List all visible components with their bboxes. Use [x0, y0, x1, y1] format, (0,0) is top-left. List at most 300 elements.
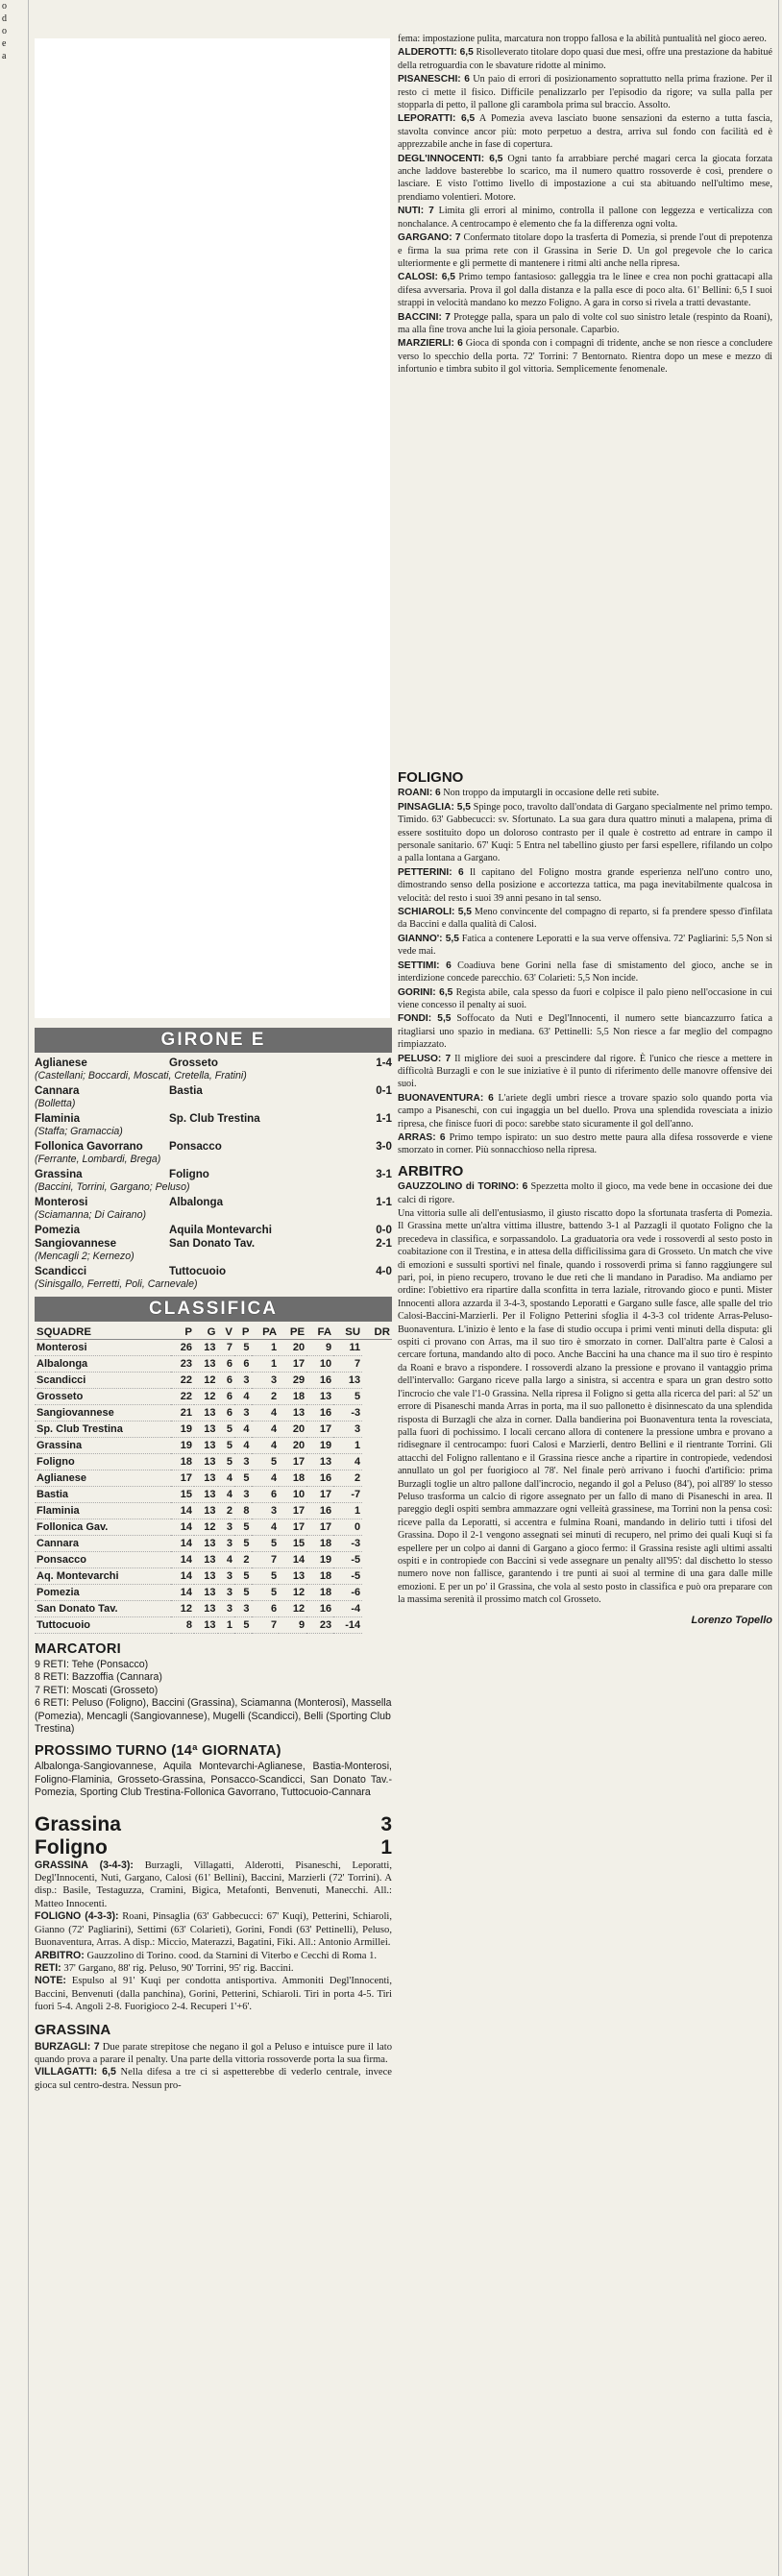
scorer-line: 9 RETI: Tehe (Ponsacco): [35, 1659, 149, 1670]
standings-cell: 6: [218, 1373, 235, 1389]
standings-cell: 4: [218, 1552, 235, 1568]
player-rating: PINSAGLIA: 5,5 Spinge poco, travolto dall'ondata di Gargano specialmente nel primo tempo. Timido. 63' Gabbecucci: sv. Sfortunato. La sua gara dura quattro minuti a malapena, prima di essere sostituito dopo un doloroso contrasto per il quale è costretto ad entrare in campo il personale sanitario. 67' Kuqi: 5 Entra nel tabellino giusto per farsi espellere, rifilando un colpo a palla lontana a Gargano.: [398, 801, 773, 864]
standings-cell: 19: [171, 1422, 195, 1438]
standings-cell: 12: [171, 1601, 195, 1617]
gutter-char: [0, 824, 28, 837]
home-team: Aglianese: [35, 1057, 87, 1069]
standings-cell: 4: [234, 1422, 252, 1438]
standings-cell: 13: [306, 1454, 333, 1470]
standings-cell: 5: [234, 1585, 252, 1601]
gutter-char: [0, 337, 28, 350]
away-team: Albalonga: [169, 1196, 224, 1208]
standings-cell: 23: [306, 1617, 333, 1634]
score: 2-1: [376, 1237, 392, 1250]
standings-cell: 1: [252, 1340, 280, 1356]
standings-cell: 3: [218, 1585, 235, 1601]
gutter-char: [0, 837, 28, 849]
home-team: Scandicci: [35, 1265, 87, 1277]
gutter-char: [0, 1074, 28, 1086]
standings-cell: 14: [171, 1536, 195, 1552]
standings-row: [35, 1617, 392, 1634]
standings-cell: 23: [171, 1356, 195, 1373]
standings-row: [35, 1601, 392, 1617]
gutter-char: [0, 662, 28, 674]
match-results-list: [35, 1057, 392, 1291]
standings-cell: 16: [306, 1601, 333, 1617]
standings-cell: 4: [252, 1438, 280, 1454]
gutter-char: [0, 649, 28, 662]
gutter-char: [0, 1036, 28, 1049]
away-team: Grosseto: [169, 1057, 218, 1069]
standings-table: [35, 1325, 392, 1634]
gutter-char: [0, 312, 28, 325]
gutter-char: [0, 787, 28, 799]
gutter-char: [0, 1086, 28, 1099]
gutter-char: [0, 1049, 28, 1061]
standings-cell: 5: [218, 1454, 235, 1470]
standings-cell: San Donato Tav.: [35, 1601, 171, 1617]
standings-cell: 15: [171, 1487, 195, 1503]
standings-cell: -3: [333, 1536, 362, 1552]
match-row: [35, 1112, 392, 1126]
standings-cell: 6: [218, 1389, 235, 1405]
standings-cell: 17: [279, 1356, 306, 1373]
standings-cell: 2: [252, 1389, 280, 1405]
home-team: Sangiovannese: [35, 1237, 117, 1250]
standings-cell: 29: [279, 1373, 306, 1389]
player-rating: DEGL'INNOCENTI: 6,5 Ogni tanto fa arrabbiare perché magari cerca la giocata forzata anche laddove basterebbe lo scarico, ma il numero quattro rossoverde è così, prendere o lasciare. E visto l'ottimo livello di impostazione a cui sta abituando nell'ultimo mese, prendiamo volentieri. Motore.: [398, 153, 773, 203]
home-team: Grassina: [35, 1168, 83, 1180]
home-team: Follonica Gavorrano: [35, 1140, 143, 1153]
standings-cell: 9: [279, 1617, 306, 1634]
standings-cell: 5: [252, 1585, 280, 1601]
standings-column-header: SQUADRE: [35, 1325, 171, 1340]
standings-cell: 6: [252, 1601, 280, 1617]
player-rating: BUONAVENTURA: 6 L'ariete degli umbri riesce a trovare spazio solo quando porta via campo a Pisaneschi, con cui ingaggia un bel duello. Prova una splendida rovesciata a inizio ripresa, che finisce fuori di poco: sarebbe stato sicuramente il gol dell'anno.: [398, 1092, 772, 1130]
match-row: [35, 1140, 392, 1154]
gutter-char: [0, 75, 28, 87]
standings-cell: 5: [218, 1438, 235, 1454]
standings-cell: 8: [171, 1617, 195, 1634]
standings-cell: 4: [218, 1470, 235, 1487]
standings-header-row: [35, 1325, 392, 1340]
standings-row: [35, 1454, 392, 1470]
standings-cell: 4: [252, 1422, 280, 1438]
standings-cell: 4: [252, 1405, 280, 1422]
gutter-char: [0, 637, 28, 649]
standings-cell: 13: [194, 1552, 218, 1568]
player-rating: BACCINI: 7 Protegge palla, spara un palo di volte col suo sinistro letale (respinto da Roani), ma alla fine trova anche lui la gioia personale. Caparbio.: [398, 311, 772, 335]
away-team: Ponsacco: [169, 1140, 222, 1153]
standings-cell: 22: [171, 1373, 195, 1389]
standings-cell: 17: [306, 1487, 333, 1503]
standings-cell: 3: [218, 1519, 235, 1536]
player-rating: NUTI: 7 Limita gli errori al minimo, controlla il pallone con leggezza e verticalizza con nonchalance. A centrocampo è elemento che fa la differenza ogni volta.: [398, 206, 773, 230]
standings-cell: 5: [252, 1454, 280, 1470]
gutter-char: [0, 862, 28, 874]
home-team: Pomezia: [35, 1224, 81, 1236]
gutter-char: [0, 887, 28, 899]
tabellino-line: FOLIGNO (4-3-3): Roani, Pinsaglia (63' Gabbecucci: 67' Kuqi), Petterini, Schiaroli, Gianno (72' Pagliarini), Settimi (63' Colarieti), Gorini, Fondi (63' Pettinelli), Peluso, Buonaventura, Arras. A disp.: Miccio, Materazzi, Bagatini, Fiki. All.: Antonio Armillei.: [35, 1910, 392, 1949]
match-result-header: [35, 1813, 392, 1859]
standings-cell: 19: [171, 1438, 195, 1454]
gutter-char: [0, 362, 28, 375]
standings-row: [35, 1487, 392, 1503]
standings-cell: 5: [234, 1536, 252, 1552]
prossimo-turno-heading: PROSSIMO TURNO (14ª GIORNATA): [35, 1743, 281, 1760]
standings-cell: 5: [234, 1470, 252, 1487]
standings-cell: 19: [306, 1438, 333, 1454]
standings-cell: 7: [333, 1356, 362, 1373]
standings-cell: 13: [194, 1601, 218, 1617]
match-scorers: (Mencagli 2; Kernezo): [35, 1251, 134, 1262]
standings-cell: 20: [279, 1422, 306, 1438]
standings-cell: 19: [306, 1552, 333, 1568]
standings-row: [35, 1438, 392, 1454]
marcatori-heading: MARCATORI: [35, 1641, 121, 1657]
away-team: Aquila Montevarchi: [169, 1224, 272, 1236]
scorer-line: 8 RETI: Bazzoffia (Cannara): [35, 1671, 162, 1684]
standings-cell: 18: [279, 1389, 306, 1405]
standings-cell: 6: [252, 1487, 280, 1503]
gutter-char: [0, 799, 28, 812]
standings-cell: 7: [252, 1617, 280, 1634]
byline: Lorenzo Topello: [691, 1614, 772, 1626]
standings-cell: -4: [333, 1601, 362, 1617]
gutter-char: [0, 275, 28, 287]
standings-cell: 14: [171, 1552, 195, 1568]
standings-row: [35, 1568, 392, 1585]
score: 1-1: [376, 1112, 392, 1125]
gutter-char: [0, 375, 28, 387]
gutter-char: [0, 974, 28, 986]
standings-cell: Follonica Gav.: [35, 1519, 171, 1536]
standings-cell: 16: [306, 1373, 333, 1389]
standings-cell: 13: [194, 1617, 218, 1634]
standings-cell: 5: [234, 1617, 252, 1634]
gutter-char: [0, 549, 28, 562]
standings-cell: Cannara: [35, 1536, 171, 1552]
standings-cell: 3: [234, 1454, 252, 1470]
away-team: Bastia: [169, 1084, 203, 1097]
gutter-char: [0, 400, 28, 412]
standings-row: [35, 1356, 392, 1373]
gutter-char: [0, 125, 28, 137]
home-team: Cannara: [35, 1084, 80, 1097]
standings-cell: 13: [306, 1389, 333, 1405]
standings-cell: 14: [171, 1585, 195, 1601]
gutter-char: [0, 712, 28, 724]
standings-cell: 3: [252, 1373, 280, 1389]
standings-cell: 3: [252, 1503, 280, 1519]
gutter-char: [0, 587, 28, 599]
player-rating: FONDI: 5,5 Soffocato da Nuti e Degl'Innocenti, il numero sette biancazzurro fatica a ritagliarsi uno spazio in mediana. 63' Pettinelli: 5,5 Non riesce a far meglio del compagno rimpiazzato.: [398, 1013, 772, 1051]
standings-column-header: G: [194, 1325, 218, 1340]
standings-cell: 17: [279, 1503, 306, 1519]
standings-cell: 17: [306, 1422, 333, 1438]
gutter-char: [0, 899, 28, 911]
standings-cell: 17: [279, 1454, 306, 1470]
standings-cell: -3: [333, 1405, 362, 1422]
scorers-list: [35, 1659, 392, 1736]
gutter-char: [0, 812, 28, 824]
gutter-char: a: [2, 51, 7, 61]
right-edge-column: [778, 0, 782, 2576]
standings-cell: Flaminia: [35, 1503, 171, 1519]
standings-row: [35, 1470, 392, 1487]
standings-cell: 13: [279, 1568, 306, 1585]
gutter-char: [0, 1061, 28, 1074]
standings-cell: 18: [306, 1585, 333, 1601]
standings-cell: 7: [252, 1552, 280, 1568]
score: 0-1: [376, 1084, 392, 1097]
gutter-char: [0, 474, 28, 487]
score: 3-1: [376, 1168, 392, 1180]
standings-cell: 13: [333, 1373, 362, 1389]
standings-row: [35, 1389, 392, 1405]
gutter-char: o: [2, 1, 7, 12]
gutter-char: [0, 562, 28, 574]
standings-cell: 13: [194, 1585, 218, 1601]
gutter-char: [0, 961, 28, 974]
standings-cell: -5: [333, 1552, 362, 1568]
tabellino-line: GRASSINA (3-4-3): Burzagli, Villagatti, Alderotti, Pisaneschi, Leporatti, Degl'Innocenti, Nuti, Gargano, Calosi (61' Bellini), Baccini, Marzierli (72' Torrini). A disp.: Basile, Testaguzza, Cramini, Bigica, Metafonti, Benvenuti, Manecchi. All.: Matteo Innocenti.: [35, 1859, 392, 1909]
foligno-heading: FOLIGNO: [398, 769, 464, 786]
gutter-char: [0, 287, 28, 300]
standings-cell: 10: [279, 1487, 306, 1503]
standings-cell: 14: [279, 1552, 306, 1568]
standings-cell: -6: [333, 1585, 362, 1601]
score: 1-1: [376, 1196, 392, 1208]
standings-cell: 2: [218, 1503, 235, 1519]
home-team: Flaminia: [35, 1112, 81, 1125]
standings-cell: 3: [218, 1601, 235, 1617]
gutter-char: [0, 462, 28, 474]
match-row: [35, 1084, 392, 1098]
standings-cell: 4: [252, 1470, 280, 1487]
player-rating: GORINI: 6,5 Regista abile, cala spesso da fuori e colpisce il palo pieno nell'occasione in cui viene concesso il penalty ai suoi.: [398, 986, 772, 1010]
standings-cell: 5: [234, 1340, 252, 1356]
gutter-char: [0, 512, 28, 524]
away-team: Foligno: [169, 1168, 209, 1180]
standings-row: [35, 1405, 392, 1422]
standings-cell: 13: [194, 1340, 218, 1356]
standings-cell: Grassina: [35, 1438, 171, 1454]
grassina-ratings: [35, 2041, 392, 2093]
standings-cell: 3: [218, 1568, 235, 1585]
gutter-char: [0, 212, 28, 225]
standings-row: [35, 1536, 392, 1552]
gutter-char: [0, 599, 28, 612]
standings-cell: 16: [306, 1503, 333, 1519]
standings-cell: -5: [333, 1568, 362, 1585]
standings-cell: 13: [194, 1454, 218, 1470]
gutter-char: [0, 437, 28, 450]
standings-row: [35, 1422, 392, 1438]
gutter-char: [0, 100, 28, 112]
standings-cell: 20: [279, 1438, 306, 1454]
standings-cell: 16: [306, 1470, 333, 1487]
scorer-line: 6 RETI: Peluso (Foligno), Baccini (Grassina), Sciamanna (Monterosi), Massella (Pomezia), Mencagli (Sangiovannese), Mugelli (Scandicci), Belli (Sporting Club Trestina): [35, 1697, 392, 1736]
gutter-char: [0, 737, 28, 749]
score: 3-0: [376, 1140, 392, 1153]
gutter-char: [0, 999, 28, 1011]
standings-cell: 12: [279, 1601, 306, 1617]
standings-cell: 18: [171, 1454, 195, 1470]
player-rating: VILLAGATTI: 6,5 Nella difesa a tre ci si aspetterebbe di vederlo centrale, invece gioca sul centro-destra. Nessun pro-: [35, 2066, 392, 2091]
player-rating: CALOSI: 6,5 Primo tempo fantasioso: galleggia tra le linee e crea non pochi grattacapi alla difesa avversaria. Prova il gol dalla distanza e la palla esce di poco alta. 61' Bellini: 6,5 I suoi strappi in velocità mandano ko mezzo Foligno. A gara in corso si rivela a tratti devastante.: [398, 272, 772, 309]
gutter-char: [0, 425, 28, 437]
gutter-char: [0, 262, 28, 275]
standings-cell: 13: [194, 1422, 218, 1438]
away-result: Foligno 1: [35, 1835, 392, 1859]
standings-cell: 5: [333, 1389, 362, 1405]
gutter-char: [0, 924, 28, 936]
standings-cell: 4: [218, 1487, 235, 1503]
gutter-char: [0, 774, 28, 787]
standings-cell: 6: [234, 1356, 252, 1373]
gutter-char: [0, 200, 28, 212]
gutter-char: [0, 87, 28, 100]
standings-cell: 20: [279, 1340, 306, 1356]
standings-column-header: FA: [306, 1325, 333, 1340]
standings-cell: Monterosi: [35, 1340, 171, 1356]
standings-cell: 4: [234, 1438, 252, 1454]
gutter-char: [0, 674, 28, 687]
gutter-char: [0, 250, 28, 262]
home-result: Grassina 3: [35, 1812, 392, 1835]
standings-cell: 3: [234, 1405, 252, 1422]
standings-cell: -7: [333, 1487, 362, 1503]
match-row: [35, 1057, 392, 1070]
gutter-char: [0, 137, 28, 150]
arbitro-heading: ARBITRO: [398, 1162, 464, 1179]
gutter-char: o: [2, 26, 7, 36]
match-tabellino: [35, 1859, 392, 2014]
player-rating: BURZAGLI: 7 Due parate strepitose che negano il gol a Peluso e intuisce pure il lato quando prova a parare il penalty. Una parte della vittoria rossoverde porta la sua firma.: [35, 2040, 392, 2065]
standings-cell: 7: [218, 1340, 235, 1356]
away-team: Sp. Club Trestina: [169, 1112, 260, 1125]
away-team: Tuttocuoio: [169, 1265, 227, 1277]
gutter-char: e: [2, 38, 7, 49]
standings-cell: 6: [218, 1405, 235, 1422]
standings-cell: 14: [171, 1519, 195, 1536]
standings-cell: 5: [234, 1568, 252, 1585]
gutter-char: [0, 325, 28, 337]
gutter-char: [0, 225, 28, 237]
standings-cell: 3: [234, 1601, 252, 1617]
gutter-char: [0, 237, 28, 250]
gutter-char: [0, 949, 28, 961]
standings-cell: 3: [234, 1373, 252, 1389]
standings-cell: 13: [279, 1405, 306, 1422]
gutter-char: [0, 62, 28, 75]
standings-cell: 13: [194, 1536, 218, 1552]
standings-cell: 0: [333, 1519, 362, 1536]
player-rating: PETTERINI: 6 Il capitano del Foligno mostra grande esperienza nell'uno contro uno, dimostrando senso della posizione e accortezza tattica, ma paga inevitabilmente qualcosa in velocità: del resto i suoi 39 anni pesano in tal senso.: [398, 866, 772, 904]
standings-row: [35, 1340, 392, 1356]
standings-cell: 9: [306, 1340, 333, 1356]
standings-cell: 5: [218, 1422, 235, 1438]
tabellino-line: NOTE: Espulso al 91' Kuqi per condotta antisportiva. Ammoniti Degl'Innocenti, Baccini, Benvenuti (dalla panchina), Gorini, Petterini, Schiaroli. Tiri in porta 4-5. Tiri fuori 5-4. Angoli 2-8. Fuorigioco 2-4. Recuperi 1'+6'.: [35, 1975, 392, 2013]
standings-cell: Foligno: [35, 1454, 171, 1470]
standings-cell: 4: [252, 1519, 280, 1536]
player-rating: GARGANO: 7 Confermato titolare dopo la trasferta di Pomezia, si prende l'out di prepotenza e firma la sua prima rete con il Grassina in Serie D. Un gol pregevole che lo carica ulteriormente e gli permette di mantenere i ritmi alti anche nella ripresa.: [398, 232, 773, 269]
standings-cell: 16: [306, 1405, 333, 1422]
standings-cell: 1: [218, 1617, 235, 1634]
standings-cell: 17: [171, 1470, 195, 1487]
standings-cell: 21: [171, 1405, 195, 1422]
arbitro-rating: GAUZZOLINO di TORINO: 6 Spezzetta molto il gioco, ma vede bene in occasione dei due calci di rigore.: [398, 1181, 772, 1205]
gutter-char: [0, 574, 28, 587]
standings-cell: Aq. Montevarchi: [35, 1568, 171, 1585]
gutter-char: [0, 112, 28, 125]
gutter-char: d: [2, 13, 7, 24]
standings-row: [35, 1503, 392, 1519]
standings-cell: 15: [279, 1536, 306, 1552]
standings-column-header: DR: [362, 1325, 392, 1340]
standings-cell: 13: [194, 1503, 218, 1519]
standings-cell: 1: [333, 1438, 362, 1454]
standings-cell: 3: [333, 1422, 362, 1438]
foligno-ratings: [398, 787, 772, 1156]
standings-cell: 17: [279, 1519, 306, 1536]
standings-cell: 22: [171, 1389, 195, 1405]
standings-cell: 4: [234, 1389, 252, 1405]
girone-title: GIRONE E: [35, 1028, 392, 1053]
standings-column-header: P: [171, 1325, 195, 1340]
match-row: [35, 1265, 392, 1278]
standings-cell: 8: [234, 1503, 252, 1519]
gutter-char: [0, 487, 28, 499]
standings-cell: 14: [171, 1568, 195, 1585]
standings-cell: -14: [333, 1617, 362, 1634]
gutter-char: [0, 162, 28, 175]
player-rating: PELUSO: 7 Il migliore dei suoi a prescindere dal rigore. È l'unico che riesce a mettere in difficoltà Burzagli e con le sue iniziative è il punto di riferimento delle manovre offensive dei suoi.: [398, 1053, 773, 1090]
standings-cell: 13: [194, 1568, 218, 1585]
score: 0-0: [376, 1224, 392, 1236]
player-rating: LEPORATTI: 6,5 A Pomezia aveva lasciato buone sensazioni da esterno a tutta fascia, stavolta convince ancor più: moto perpetuo a destra, arriva sul fondo con facilità ed è apprezzabile anche in fase di copertura.: [398, 113, 772, 151]
standings-cell: 18: [306, 1568, 333, 1585]
standings-cell: 3: [218, 1536, 235, 1552]
home-team: Monterosi: [35, 1196, 88, 1208]
standings-cell: Sp. Club Trestina: [35, 1422, 171, 1438]
gutter-char: [0, 612, 28, 624]
standings-cell: 12: [194, 1389, 218, 1405]
tabellino-line: RETI: 37' Gargano, 88' rig. Peluso, 90' Torrini, 95' rig. Baccini.: [35, 1961, 294, 1974]
left-gutter-column: [0, 0, 29, 2576]
gutter-char: [0, 537, 28, 549]
gutter-char: [0, 724, 28, 737]
gutter-char: [0, 874, 28, 887]
gutter-char: [0, 849, 28, 862]
gutter-char: [0, 911, 28, 924]
standings-cell: Aglianese: [35, 1470, 171, 1487]
player-rating: SCHIAROLI: 5,5 Meno convincente del compagno di reparto, si fa prendere spesso d'infilata da Baccini e dalla qualità di Calosi.: [398, 907, 772, 931]
match-scorers: (Baccini, Torrini, Gargano; Peluso): [35, 1181, 190, 1193]
standings-cell: Grosseto: [35, 1389, 171, 1405]
gutter-char: [0, 1024, 28, 1036]
standings-column-header: PA: [252, 1325, 280, 1340]
standings-column-header: P: [234, 1325, 252, 1340]
standings-column-header: PE: [279, 1325, 306, 1340]
gutter-char: [0, 150, 28, 162]
standings-column-header: SU: [333, 1325, 362, 1340]
standings-cell: 5: [234, 1519, 252, 1536]
match-row: [35, 1237, 392, 1251]
gutter-char: [0, 450, 28, 462]
match-scorers: (Staffa; Gramaccia): [35, 1126, 123, 1137]
